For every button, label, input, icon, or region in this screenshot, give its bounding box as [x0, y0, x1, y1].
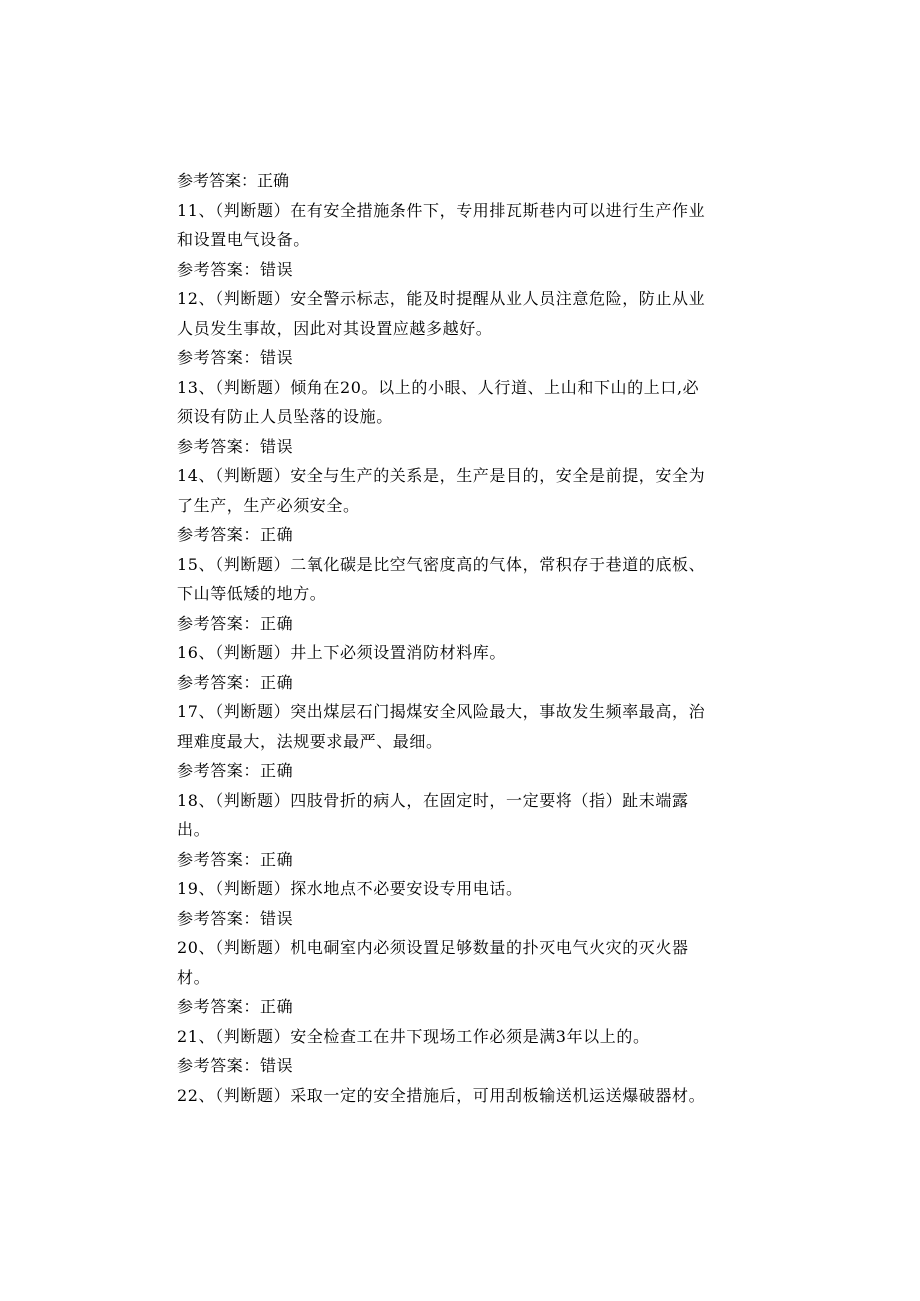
question-text: 下山等低矮的地方。	[177, 584, 327, 603]
question-text: 探水地点不必要安设专用电话。	[290, 879, 523, 898]
question-first-line	[177, 284, 737, 314]
question-item	[177, 1022, 737, 1081]
answer-line	[177, 845, 737, 875]
answer-value: 正确	[260, 613, 294, 633]
question-item	[177, 196, 737, 285]
question-number: 22、	[177, 1085, 216, 1105]
answer-label: 参考答案：	[177, 436, 261, 456]
question-first-line	[177, 373, 737, 403]
question-text: 倾角在20。以上的小眼、人行道、上山和下山的上口,必	[290, 377, 700, 397]
question-text: 理难度最大，法规要求最严、最细。	[177, 731, 443, 751]
question-text: 安全与生产的关系是，生产是目的，安全是前提，安全为	[290, 466, 706, 485]
answer-label: 参考答案：	[177, 348, 261, 367]
answer-label: 参考答案：	[177, 849, 261, 869]
answer-line	[177, 756, 737, 786]
answer-value: 错误	[260, 436, 294, 456]
question-number: 12、	[177, 289, 216, 308]
answer-line	[177, 1051, 737, 1081]
question-number: 15、	[177, 554, 216, 574]
question-text: 了生产，生产必须安全。	[177, 495, 360, 515]
question-continuation-line	[177, 491, 737, 521]
question-type: （判断题）	[215, 554, 291, 574]
question-item	[177, 461, 737, 550]
question-item	[177, 697, 737, 786]
answer-value: 错误	[260, 348, 294, 367]
question-type: （判断题）	[215, 1085, 291, 1105]
answer-value: 正确	[260, 761, 294, 780]
question-number: 17、	[177, 702, 216, 721]
answer-line	[177, 609, 737, 639]
question-type: （判断题）	[215, 1026, 291, 1046]
answer-label: 参考答案：	[177, 761, 261, 780]
answer-value: 正确	[257, 171, 290, 190]
question-text: 人员发生事故，因此对其设置应越多越好。	[177, 318, 493, 338]
question-type: （判断题）	[215, 790, 291, 810]
answer-line	[177, 520, 737, 550]
question-number: 20、	[177, 938, 216, 957]
question-continuation-line	[177, 727, 737, 757]
answer-label: 参考答案：	[177, 259, 261, 279]
question-text: 安全警示标志，能及时提醒从业人员注意危险，防止从业	[290, 289, 706, 308]
answer-label: 参考答案：	[177, 525, 261, 544]
question-text: 须设有防止人员坠落的设施。	[177, 407, 393, 426]
answer-line	[177, 432, 737, 462]
question-text: 二氧化碳是比空气密度高的气体，常积存于巷道的底板、	[290, 554, 706, 574]
answer-value: 正确	[260, 997, 294, 1016]
question-first-line	[177, 196, 737, 226]
answer-label: 参考答案：	[177, 997, 261, 1016]
question-first-line	[177, 1022, 737, 1052]
answer-value: 错误	[260, 259, 294, 279]
question-continuation-line	[177, 402, 737, 432]
answer-line	[177, 992, 737, 1022]
answer-label: 参考答案：	[177, 908, 261, 928]
question-text: 出。	[177, 820, 211, 839]
question-first-line	[177, 550, 737, 580]
answer-line	[177, 904, 737, 934]
answer-label: 参考答案：	[177, 171, 258, 190]
question-text: 安全检查工在井下现场工作必须是满3年以上的。	[290, 1026, 650, 1046]
question-type: （判断题）	[215, 289, 291, 308]
question-type: （判断题）	[215, 643, 291, 662]
question-list	[177, 196, 737, 1111]
question-type: （判断题）	[215, 466, 291, 485]
answer-line	[177, 668, 737, 698]
question-item	[177, 933, 737, 1022]
question-text: 突出煤层石门揭煤安全风险最大，事故发生频率最高，治	[290, 702, 706, 721]
answer-value: 正确	[260, 849, 294, 869]
question-type: （判断题）	[215, 702, 291, 721]
question-continuation-line	[177, 963, 737, 993]
question-number: 16、	[177, 643, 216, 662]
question-item	[177, 550, 737, 639]
question-number: 18、	[177, 790, 216, 810]
question-continuation-line	[177, 225, 737, 255]
question-number: 21、	[177, 1026, 216, 1046]
answer-line	[177, 166, 737, 196]
question-number: 14、	[177, 466, 216, 485]
answer-value: 正确	[260, 672, 294, 692]
question-first-line	[177, 638, 737, 668]
question-type: （判断题）	[215, 377, 291, 397]
question-text: 机电硐室内必须设置足够数量的扑灭电气火灾的灭火器	[290, 938, 689, 957]
question-item	[177, 1081, 737, 1111]
question-type: （判断题）	[215, 200, 291, 220]
question-item	[177, 284, 737, 373]
question-text: 在有安全措施条件下，专用排瓦斯巷内可以进行生产作业	[290, 200, 706, 220]
question-text: 采取一定的安全措施后，可用刮板输送机运送爆破器材。	[290, 1085, 706, 1105]
question-first-line	[177, 461, 737, 491]
answer-label: 参考答案：	[177, 672, 261, 692]
question-first-line	[177, 786, 737, 816]
question-type: （判断题）	[215, 879, 291, 898]
answer-value: 正确	[260, 525, 294, 544]
answer-value: 错误	[260, 1056, 294, 1075]
question-text: 四肢骨折的病人，在固定时，一定要将（指）趾末端露	[290, 790, 689, 810]
answer-label: 参考答案：	[177, 1056, 261, 1075]
document-page	[177, 166, 737, 1110]
question-continuation-line	[177, 579, 737, 609]
question-item	[177, 786, 737, 875]
answer-line	[177, 255, 737, 285]
question-item	[177, 638, 737, 697]
answer-label: 参考答案：	[177, 613, 261, 633]
question-item	[177, 373, 737, 462]
question-type: （判断题）	[215, 938, 291, 957]
question-first-line	[177, 933, 737, 963]
answer-line	[177, 343, 737, 373]
question-number: 19、	[177, 879, 216, 898]
question-text: 井上下必须设置消防材料库。	[290, 643, 506, 662]
question-text: 材。	[177, 967, 211, 987]
question-continuation-line	[177, 815, 737, 845]
question-item	[177, 874, 737, 933]
question-first-line	[177, 874, 737, 904]
question-first-line	[177, 697, 737, 727]
question-text: 和设置电气设备。	[177, 230, 310, 249]
question-number: 13、	[177, 377, 216, 397]
question-first-line	[177, 1081, 737, 1111]
answer-value: 错误	[260, 908, 294, 928]
question-continuation-line	[177, 314, 737, 344]
question-number: 11、	[177, 200, 216, 220]
